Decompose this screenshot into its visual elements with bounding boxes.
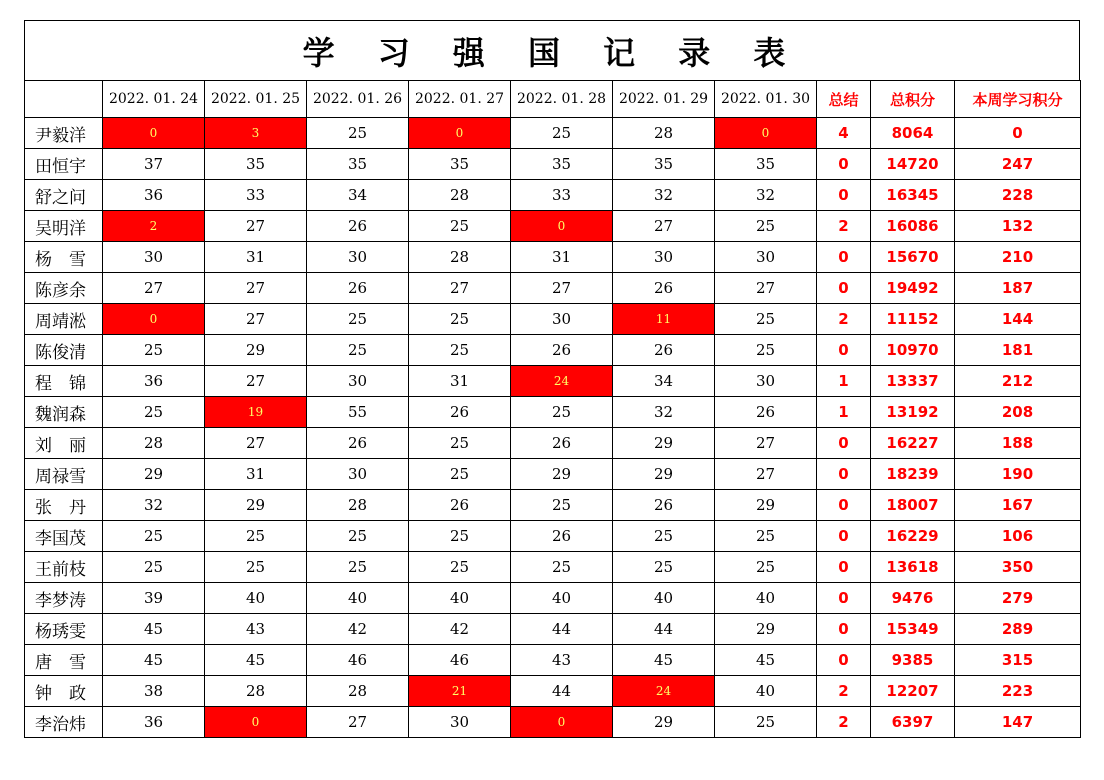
day-cell: 25 [409, 521, 511, 552]
row-name: 魏润森 [25, 397, 103, 428]
row-name: 吴明洋 [25, 211, 103, 242]
table-row [25, 614, 1081, 645]
day-cell: 34 [307, 180, 409, 211]
summary-cell: 4 [817, 118, 871, 149]
day-cell: 33 [511, 180, 613, 211]
day-cell: 25 [409, 335, 511, 366]
total-cell: 13337 [871, 366, 955, 397]
header-date: 2022. 01. 28 [511, 81, 613, 118]
day-cell: 27 [205, 366, 307, 397]
week-cell: 350 [955, 552, 1081, 583]
header-summary: 总结 [817, 81, 871, 118]
day-cell: 21 [409, 676, 511, 707]
day-cell: 25 [715, 335, 817, 366]
header-week: 本周学习积分 [955, 81, 1081, 118]
total-cell: 11152 [871, 304, 955, 335]
total-cell: 19492 [871, 273, 955, 304]
day-cell: 46 [307, 645, 409, 676]
day-cell: 35 [307, 149, 409, 180]
day-cell: 44 [613, 614, 715, 645]
day-cell: 25 [511, 552, 613, 583]
summary-cell: 0 [817, 552, 871, 583]
day-cell: 28 [307, 676, 409, 707]
row-name: 杨 雪 [25, 242, 103, 273]
day-cell: 30 [715, 242, 817, 273]
week-cell: 167 [955, 490, 1081, 521]
table-row [25, 304, 1081, 335]
day-cell: 25 [715, 211, 817, 242]
day-cell: 25 [307, 521, 409, 552]
day-cell: 0 [511, 707, 613, 738]
day-cell: 27 [715, 428, 817, 459]
day-cell: 28 [103, 428, 205, 459]
total-cell: 10970 [871, 335, 955, 366]
summary-cell: 2 [817, 676, 871, 707]
day-cell: 25 [715, 707, 817, 738]
day-cell: 30 [103, 242, 205, 273]
day-cell: 46 [409, 645, 511, 676]
table-row [25, 149, 1081, 180]
day-cell: 25 [613, 552, 715, 583]
day-cell: 43 [205, 614, 307, 645]
day-cell: 25 [103, 552, 205, 583]
day-cell: 25 [103, 521, 205, 552]
header-date: 2022. 01. 24 [103, 81, 205, 118]
day-cell: 25 [205, 521, 307, 552]
total-cell: 16229 [871, 521, 955, 552]
day-cell: 36 [103, 180, 205, 211]
day-cell: 0 [511, 211, 613, 242]
table-row [25, 583, 1081, 614]
day-cell: 40 [715, 583, 817, 614]
header-date: 2022. 01. 27 [409, 81, 511, 118]
day-cell: 33 [205, 180, 307, 211]
summary-cell: 1 [817, 366, 871, 397]
day-cell: 28 [307, 490, 409, 521]
row-name: 陈彦余 [25, 273, 103, 304]
table-row [25, 490, 1081, 521]
table-row [25, 242, 1081, 273]
table-row [25, 366, 1081, 397]
day-cell: 32 [715, 180, 817, 211]
day-cell: 40 [613, 583, 715, 614]
day-cell: 31 [511, 242, 613, 273]
summary-cell: 0 [817, 583, 871, 614]
day-cell: 0 [715, 118, 817, 149]
day-cell: 30 [307, 242, 409, 273]
summary-cell: 0 [817, 614, 871, 645]
day-cell: 25 [409, 428, 511, 459]
day-cell: 45 [715, 645, 817, 676]
day-cell: 25 [103, 397, 205, 428]
day-cell: 0 [409, 118, 511, 149]
day-cell: 29 [205, 335, 307, 366]
day-cell: 42 [409, 614, 511, 645]
summary-cell: 0 [817, 521, 871, 552]
table-row [25, 459, 1081, 490]
page-title: 学 习 强 国 记 录 表 [302, 33, 802, 72]
day-cell: 26 [307, 428, 409, 459]
day-cell: 30 [409, 707, 511, 738]
day-cell: 29 [205, 490, 307, 521]
record-sheet [24, 20, 1080, 738]
day-cell: 55 [307, 397, 409, 428]
day-cell: 25 [409, 211, 511, 242]
week-cell: 147 [955, 707, 1081, 738]
day-cell: 30 [307, 366, 409, 397]
table-row [25, 397, 1081, 428]
header-date: 2022. 01. 29 [613, 81, 715, 118]
week-cell: 212 [955, 366, 1081, 397]
day-cell: 24 [613, 676, 715, 707]
day-cell: 11 [613, 304, 715, 335]
day-cell: 25 [715, 552, 817, 583]
table-row [25, 118, 1081, 149]
header-date: 2022. 01. 30 [715, 81, 817, 118]
summary-cell: 0 [817, 490, 871, 521]
day-cell: 25 [307, 335, 409, 366]
summary-cell: 0 [817, 645, 871, 676]
day-cell: 34 [613, 366, 715, 397]
week-cell: 223 [955, 676, 1081, 707]
summary-cell: 0 [817, 459, 871, 490]
day-cell: 42 [307, 614, 409, 645]
day-cell: 29 [613, 707, 715, 738]
day-cell: 45 [103, 645, 205, 676]
day-cell: 27 [613, 211, 715, 242]
total-cell: 14720 [871, 149, 955, 180]
total-cell: 13618 [871, 552, 955, 583]
day-cell: 25 [715, 521, 817, 552]
total-cell: 16086 [871, 211, 955, 242]
day-cell: 32 [613, 397, 715, 428]
day-cell: 31 [205, 459, 307, 490]
total-cell: 13192 [871, 397, 955, 428]
summary-cell: 0 [817, 335, 871, 366]
day-cell: 40 [307, 583, 409, 614]
day-cell: 40 [715, 676, 817, 707]
day-cell: 31 [409, 366, 511, 397]
day-cell: 0 [205, 707, 307, 738]
header-name [25, 81, 103, 118]
day-cell: 26 [511, 335, 613, 366]
day-cell: 28 [613, 118, 715, 149]
day-cell: 27 [205, 211, 307, 242]
summary-cell: 2 [817, 707, 871, 738]
row-name: 程 锦 [25, 366, 103, 397]
total-cell: 15670 [871, 242, 955, 273]
total-cell: 18007 [871, 490, 955, 521]
row-name: 张 丹 [25, 490, 103, 521]
row-name: 杨琇雯 [25, 614, 103, 645]
day-cell: 30 [307, 459, 409, 490]
total-cell: 16345 [871, 180, 955, 211]
week-cell: 181 [955, 335, 1081, 366]
summary-cell: 0 [817, 149, 871, 180]
day-cell: 29 [613, 428, 715, 459]
day-cell: 0 [103, 304, 205, 335]
table-row [25, 521, 1081, 552]
day-cell: 38 [103, 676, 205, 707]
table-row [25, 335, 1081, 366]
day-cell: 25 [511, 118, 613, 149]
summary-cell: 0 [817, 273, 871, 304]
day-cell: 25 [307, 552, 409, 583]
day-cell: 25 [307, 304, 409, 335]
week-cell: 315 [955, 645, 1081, 676]
header-total: 总积分 [871, 81, 955, 118]
row-name: 王前枝 [25, 552, 103, 583]
row-name: 刘 丽 [25, 428, 103, 459]
day-cell: 44 [511, 614, 613, 645]
day-cell: 26 [409, 397, 511, 428]
day-cell: 30 [511, 304, 613, 335]
total-cell: 15349 [871, 614, 955, 645]
week-cell: 0 [955, 118, 1081, 149]
week-cell: 279 [955, 583, 1081, 614]
row-name: 陈俊清 [25, 335, 103, 366]
week-cell: 247 [955, 149, 1081, 180]
day-cell: 25 [103, 335, 205, 366]
week-cell: 187 [955, 273, 1081, 304]
day-cell: 26 [307, 211, 409, 242]
day-cell: 25 [205, 552, 307, 583]
row-name: 尹毅洋 [25, 118, 103, 149]
header-date: 2022. 01. 26 [307, 81, 409, 118]
day-cell: 40 [511, 583, 613, 614]
day-cell: 36 [103, 707, 205, 738]
total-cell: 16227 [871, 428, 955, 459]
day-cell: 29 [103, 459, 205, 490]
summary-cell: 0 [817, 242, 871, 273]
summary-cell: 2 [817, 304, 871, 335]
day-cell: 29 [715, 490, 817, 521]
day-cell: 28 [205, 676, 307, 707]
row-name: 田恒宇 [25, 149, 103, 180]
day-cell: 26 [307, 273, 409, 304]
day-cell: 35 [205, 149, 307, 180]
table-row [25, 273, 1081, 304]
day-cell: 44 [511, 676, 613, 707]
day-cell: 45 [613, 645, 715, 676]
total-cell: 9476 [871, 583, 955, 614]
day-cell: 3 [205, 118, 307, 149]
week-cell: 208 [955, 397, 1081, 428]
week-cell: 132 [955, 211, 1081, 242]
title-box [24, 20, 1080, 80]
week-cell: 106 [955, 521, 1081, 552]
day-cell: 30 [613, 242, 715, 273]
day-cell: 37 [103, 149, 205, 180]
day-cell: 25 [511, 397, 613, 428]
day-cell: 27 [715, 273, 817, 304]
day-cell: 25 [307, 118, 409, 149]
day-cell: 2 [103, 211, 205, 242]
day-cell: 28 [409, 180, 511, 211]
day-cell: 40 [409, 583, 511, 614]
day-cell: 25 [409, 304, 511, 335]
day-cell: 19 [205, 397, 307, 428]
table-row [25, 211, 1081, 242]
day-cell: 25 [511, 490, 613, 521]
day-cell: 26 [613, 335, 715, 366]
row-name: 李梦涛 [25, 583, 103, 614]
week-cell: 289 [955, 614, 1081, 645]
day-cell: 26 [613, 490, 715, 521]
day-cell: 29 [511, 459, 613, 490]
day-cell: 31 [205, 242, 307, 273]
week-cell: 190 [955, 459, 1081, 490]
row-name: 李治炜 [25, 707, 103, 738]
day-cell: 32 [613, 180, 715, 211]
day-cell: 25 [715, 304, 817, 335]
header-row [25, 81, 1081, 118]
day-cell: 43 [511, 645, 613, 676]
day-cell: 26 [409, 490, 511, 521]
day-cell: 40 [205, 583, 307, 614]
day-cell: 27 [205, 304, 307, 335]
total-cell: 8064 [871, 118, 955, 149]
week-cell: 228 [955, 180, 1081, 211]
table-row [25, 676, 1081, 707]
day-cell: 35 [409, 149, 511, 180]
day-cell: 24 [511, 366, 613, 397]
day-cell: 26 [613, 273, 715, 304]
row-name: 钟 政 [25, 676, 103, 707]
summary-cell: 2 [817, 211, 871, 242]
day-cell: 45 [205, 645, 307, 676]
table-body [25, 81, 1081, 738]
record-table [24, 80, 1081, 738]
day-cell: 28 [409, 242, 511, 273]
week-cell: 210 [955, 242, 1081, 273]
day-cell: 27 [103, 273, 205, 304]
week-cell: 144 [955, 304, 1081, 335]
row-name: 李国茂 [25, 521, 103, 552]
day-cell: 35 [511, 149, 613, 180]
day-cell: 27 [205, 428, 307, 459]
day-cell: 45 [103, 614, 205, 645]
summary-cell: 0 [817, 180, 871, 211]
total-cell: 9385 [871, 645, 955, 676]
day-cell: 29 [715, 614, 817, 645]
total-cell: 6397 [871, 707, 955, 738]
day-cell: 36 [103, 366, 205, 397]
day-cell: 27 [715, 459, 817, 490]
day-cell: 29 [613, 459, 715, 490]
row-name: 周靖淞 [25, 304, 103, 335]
day-cell: 26 [511, 428, 613, 459]
header-date: 2022. 01. 25 [205, 81, 307, 118]
day-cell: 35 [613, 149, 715, 180]
day-cell: 39 [103, 583, 205, 614]
day-cell: 25 [409, 552, 511, 583]
table-row [25, 645, 1081, 676]
table-row [25, 707, 1081, 738]
day-cell: 26 [511, 521, 613, 552]
day-cell: 25 [409, 459, 511, 490]
week-cell: 188 [955, 428, 1081, 459]
total-cell: 12207 [871, 676, 955, 707]
row-name: 唐 雪 [25, 645, 103, 676]
table-row [25, 180, 1081, 211]
table-row [25, 552, 1081, 583]
day-cell: 27 [409, 273, 511, 304]
row-name: 周禄雪 [25, 459, 103, 490]
summary-cell: 0 [817, 428, 871, 459]
day-cell: 35 [715, 149, 817, 180]
summary-cell: 1 [817, 397, 871, 428]
day-cell: 25 [613, 521, 715, 552]
day-cell: 27 [307, 707, 409, 738]
day-cell: 27 [511, 273, 613, 304]
total-cell: 18239 [871, 459, 955, 490]
day-cell: 0 [103, 118, 205, 149]
day-cell: 27 [205, 273, 307, 304]
day-cell: 32 [103, 490, 205, 521]
day-cell: 30 [715, 366, 817, 397]
day-cell: 26 [715, 397, 817, 428]
table-row [25, 428, 1081, 459]
row-name: 舒之问 [25, 180, 103, 211]
